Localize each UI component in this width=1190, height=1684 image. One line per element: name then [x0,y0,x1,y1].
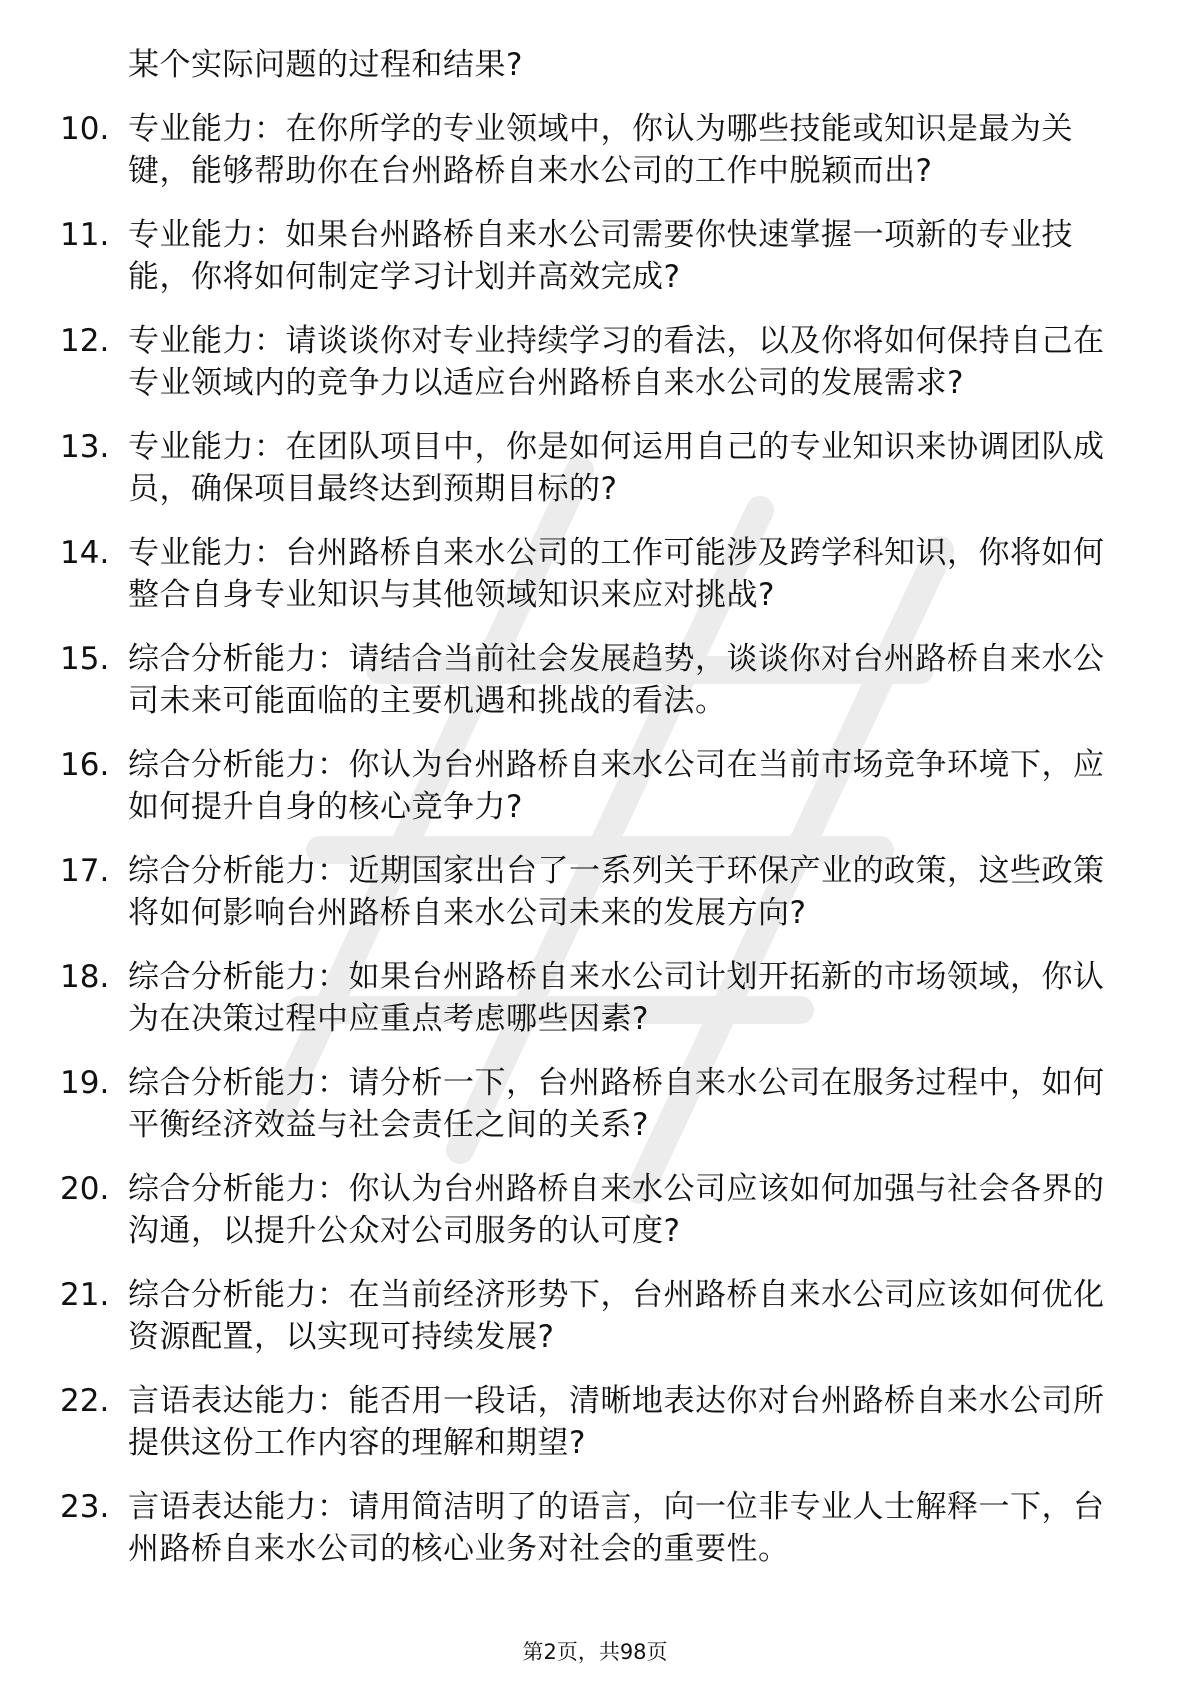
question-item [60,1062,1120,1146]
question-number: 19. [60,1065,110,1101]
question-number: 21. [60,1277,110,1313]
question-number: 11. [60,217,110,253]
question-text: 综合分析能力：近期国家出台了一系列关于环保产业的政策，这些政策将如何影响台州路桥自来水公司未来的发展方向? [128,853,1105,931]
question-item [60,744,1120,828]
question-text: 专业能力：请谈谈你对专业持续学习的看法，以及你将如何保持自己在专业领域内的竞争力以适应台州路桥自来水公司的发展需求? [128,323,1105,401]
continuation-text: 某个实际问题的过程和结果? [128,47,523,83]
question-number: 17. [60,853,110,889]
question-item [60,1168,1120,1252]
question-text: 专业能力：在团队项目中，你是如何运用自己的专业知识来协调团队成员，确保项目最终达到预期目标的? [128,429,1105,507]
question-text: 综合分析能力：在当前经济形势下，台州路桥自来水公司应该如何优化资源配置，以实现可持续发展? [128,1277,1105,1355]
question-item [60,1380,1120,1464]
question-text: 综合分析能力：你认为台州路桥自来水公司应该如何加强与社会各界的沟通，以提升公众对公司服务的认可度? [128,1171,1105,1249]
question-number: 14. [60,535,110,571]
question-item [60,532,1120,616]
question-text: 专业能力：在你所学的专业领域中，你认为哪些技能或知识是最为关键，能够帮助你在台州路桥自来水公司的工作中脱颖而出? [128,111,1073,189]
question-text: 言语表达能力：请用简洁明了的语言，向一位非专业人士解释一下，台州路桥自来水公司的核心业务对社会的重要性。 [128,1489,1105,1567]
question-number: 15. [60,641,110,677]
question-text: 综合分析能力：请结合当前社会发展趋势，谈谈你对台州路桥自来水公司未来可能面临的主要机遇和挑战的看法。 [128,641,1105,719]
question-item [60,320,1120,404]
page-number-label: 第2页，共98页 [522,1640,668,1664]
question-number: 20. [60,1171,110,1207]
page-footer [0,1638,1190,1666]
question-number: 10. [60,111,110,147]
question-text: 专业能力：台州路桥自来水公司的工作可能涉及跨学科知识，你将如何整合自身专业知识与其他领域知识来应对挑战? [128,535,1105,613]
question-text: 综合分析能力：请分析一下，台州路桥自来水公司在服务过程中，如何平衡经济效益与社会责任之间的关系? [128,1065,1105,1143]
question-list [60,44,1120,1592]
question-number: 18. [60,959,110,995]
question-item [60,638,1120,722]
question-item [60,1274,1120,1358]
question-item [60,956,1120,1040]
question-text: 综合分析能力：你认为台州路桥自来水公司在当前市场竞争环境下，应如何提升自身的核心竞争力? [128,747,1105,825]
question-number: 12. [60,323,110,359]
question-text: 言语表达能力：能否用一段话，清晰地表达你对台州路桥自来水公司所提供这份工作内容的理解和期望? [128,1383,1105,1461]
question-number: 23. [60,1489,110,1525]
question-item [60,850,1120,934]
question-item [60,1486,1120,1570]
question-item [60,426,1120,510]
question-text: 综合分析能力：如果台州路桥自来水公司计划开拓新的市场领域，你认为在决策过程中应重点考虑哪些因素? [128,959,1105,1037]
question-number: 16. [60,747,110,783]
question-item [60,108,1120,192]
question-text: 专业能力：如果台州路桥自来水公司需要你快速掌握一项新的专业技能，你将如何制定学习计划并高效完成? [128,217,1073,295]
question-item [60,214,1120,298]
question-number: 22. [60,1383,110,1419]
question-number: 13. [60,429,110,465]
